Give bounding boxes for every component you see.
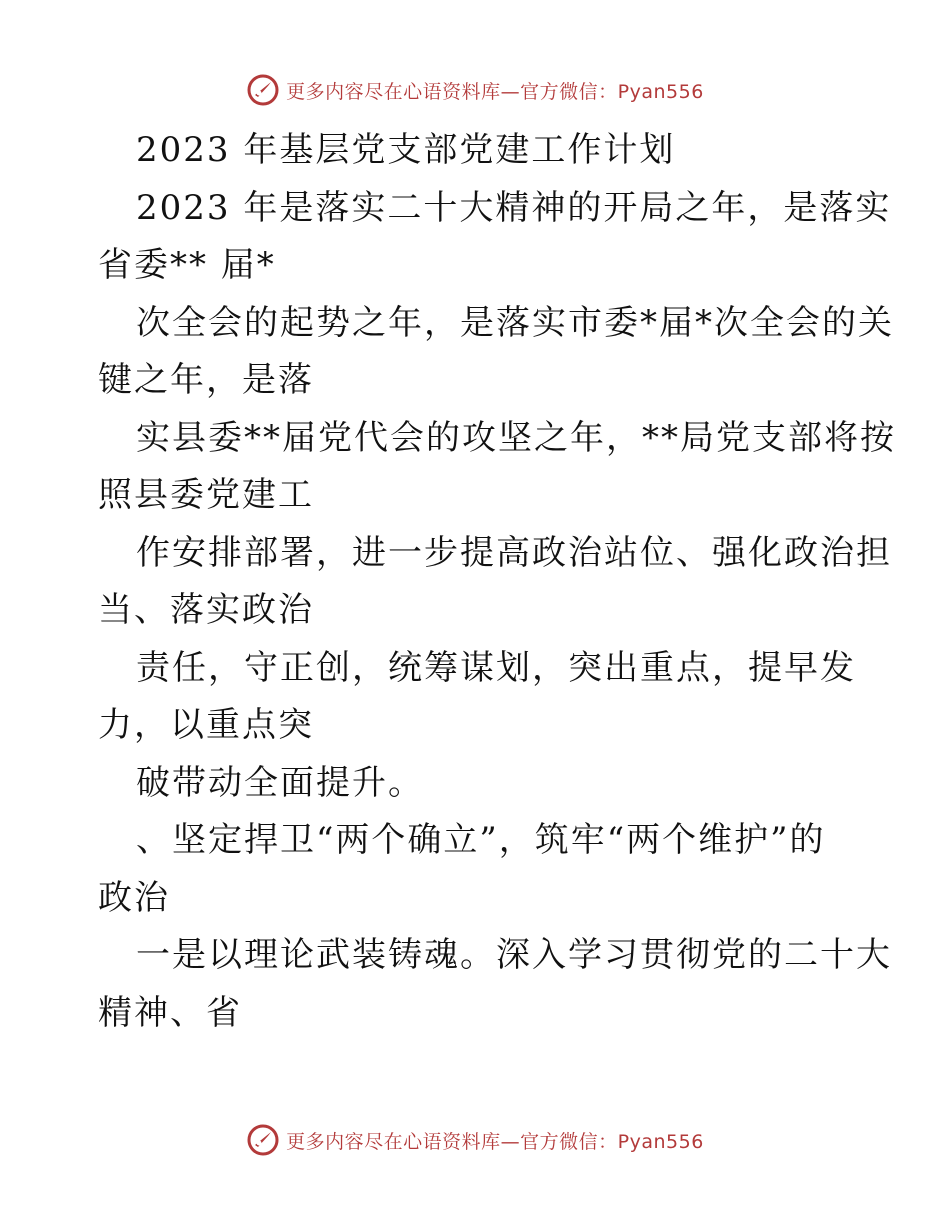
banner-text: 更多内容尽在心语资料库—官方微信：Pyan556 xyxy=(286,80,704,103)
paragraph-line: 一是以理论武装铸魂。深入学习贯彻党的二十大 xyxy=(136,935,892,975)
paragraph-line: 键之年，是落 xyxy=(98,360,314,400)
paragraph-line: 次全会的起势之年，是落实市委*届*次全会的关 xyxy=(136,302,894,343)
paragraph-line: 责任，守正创，统筹谋划，突出重点，提早发 xyxy=(136,647,856,688)
brand-logo-icon xyxy=(246,1123,280,1157)
paragraph-line: 照县委党建工 xyxy=(98,475,314,515)
paragraph-line: 省委** 届* xyxy=(98,245,276,285)
banner-text: 更多内容尽在心语资料库—官方微信：Pyan556 xyxy=(286,1130,704,1153)
paragraph-line: 精神、省 xyxy=(98,992,242,1033)
paragraph-line: 实县委**届党代会的攻坚之年，**局党支部将按 xyxy=(136,417,896,458)
paragraph-line: 2023 年是落实二十大精神的开局之年，是落实 xyxy=(136,187,892,228)
document-body xyxy=(98,122,896,1042)
paragraph-line: 破带动全面提升。 xyxy=(136,762,424,803)
section-heading: 、坚定捍卫“两个确立”，筑牢“两个维护”的 xyxy=(136,820,826,860)
section-heading: 政治 xyxy=(98,877,170,918)
paragraph-line: 力，以重点突 xyxy=(98,705,314,745)
paragraph-line: 作安排部署，进一步提高政治站位、强化政治担 xyxy=(136,532,892,573)
header-banner xyxy=(0,70,950,110)
document-title: 2023 年基层党支部党建工作计划 xyxy=(136,130,676,170)
footer-banner xyxy=(0,1120,950,1160)
brand-logo-icon xyxy=(246,73,280,107)
paragraph-line: 当、落实政治 xyxy=(98,590,314,630)
